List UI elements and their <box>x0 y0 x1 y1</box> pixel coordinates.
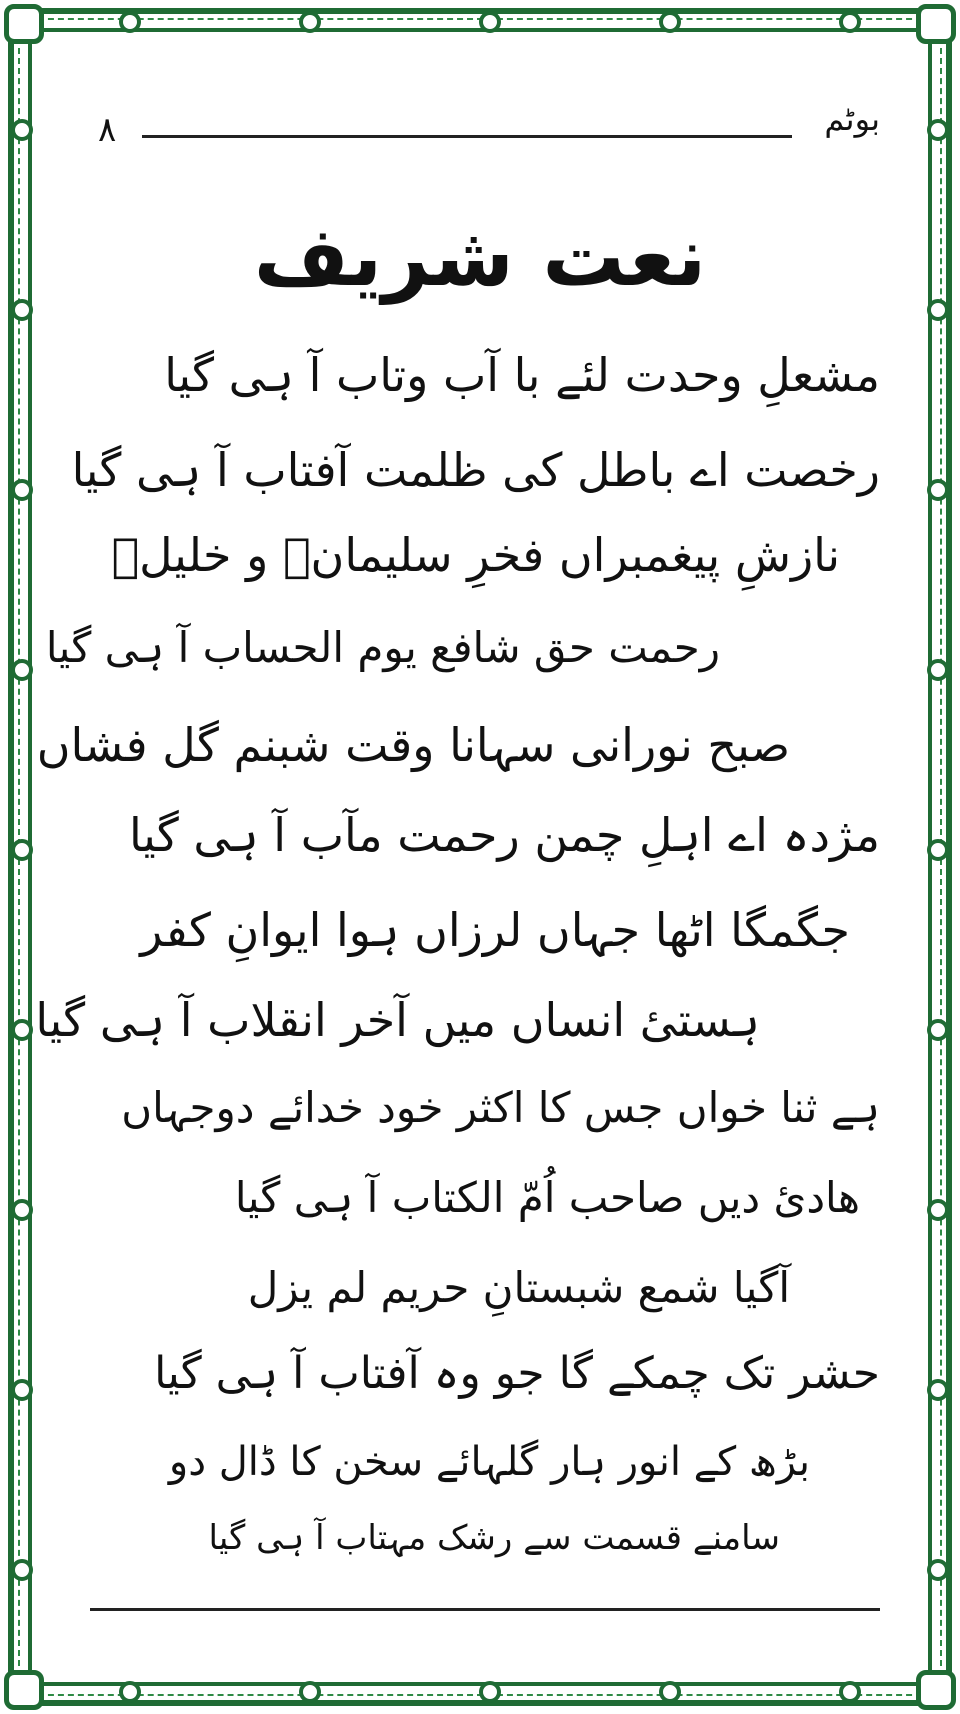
border-knot <box>11 1379 33 1401</box>
border-knot <box>927 1559 949 1581</box>
corner-ornament-top-left <box>4 4 44 44</box>
footer-rule <box>90 1608 880 1611</box>
verse-line: آگیا شمع شبستانِ حریم لم یزل <box>247 1263 790 1312</box>
border-knot <box>927 1379 949 1401</box>
border-knot <box>11 299 33 321</box>
border-knot <box>927 1019 949 1041</box>
verse-line: رخصت اے باطل کی ظلمت آفتاب آ ہی گیا <box>71 443 880 497</box>
verse-line: نازشِ پیغمبراں فخرِ سلیمانؑ و خلیلؑ <box>111 528 840 582</box>
verse-line: بڑھ کے انور ہار گلہائے سخن کا ڈال دو <box>168 1439 810 1485</box>
border-knot <box>927 479 949 501</box>
corner-ornament-bottom-right <box>916 1670 956 1710</box>
border-knot <box>119 11 141 33</box>
verse-line: جگمگا اٹھا جہاں لرزاں ہوا ایوانِ کفر <box>140 903 850 957</box>
border-knot <box>927 1199 949 1221</box>
border-knot <box>11 1559 33 1581</box>
verse-line: مشعلِ وحدت لئے با آب وتاب آ ہی گیا <box>164 348 880 402</box>
border-knot <box>839 1681 861 1703</box>
header-rule <box>142 135 792 138</box>
border-knot <box>659 11 681 33</box>
border-knot <box>927 659 949 681</box>
border-knot <box>11 839 33 861</box>
border-knot <box>659 1681 681 1703</box>
border-knot <box>927 119 949 141</box>
verse-line: مژدہ اے اہلِ چمن رحمت مآب آ ہی گیا <box>128 808 880 862</box>
border-knot <box>11 479 33 501</box>
border-knot <box>927 299 949 321</box>
border-knot <box>927 839 949 861</box>
border-knot <box>839 11 861 33</box>
corner-ornament-bottom-left <box>4 1670 44 1710</box>
corner-ornament-top-right <box>916 4 956 44</box>
border-knot <box>479 1681 501 1703</box>
border-knot <box>11 659 33 681</box>
border-knot <box>479 11 501 33</box>
border-knot <box>11 1019 33 1041</box>
page-number: ۸ <box>98 110 117 150</box>
verse-line: ہستیٔ انساں میں آخر انقلاب آ ہی گیا <box>35 993 760 1047</box>
verse-line: سامنے قسمت سے رشک مہتاب آ ہی گیا <box>208 1518 780 1558</box>
border-knot <box>299 1681 321 1703</box>
border-knot <box>11 119 33 141</box>
border-knot <box>11 1199 33 1221</box>
running-title: بوٹم <box>824 100 880 138</box>
border-knot <box>119 1681 141 1703</box>
border-knot <box>299 11 321 33</box>
verse-line: ہے ثنا خواں جس کا اکثر خود خدائے دوجہاں <box>121 1083 880 1132</box>
verse-line: حشر تک چمکے گا جو وہ آفتاب آ ہی گیا <box>154 1348 880 1399</box>
verse-line: رحمت حق شافع یوم الحساب آ ہی گیا <box>45 623 720 672</box>
verse-line: صبح نورانی سہانا وقت شبنم گل فشاں <box>36 718 790 772</box>
verse-line: ھادیٔ دیں صاحب اُمّ الکتاب آ ہی گیا <box>234 1173 860 1222</box>
page <box>35 60 900 1654</box>
poem-title: نعت شریف <box>253 210 707 305</box>
